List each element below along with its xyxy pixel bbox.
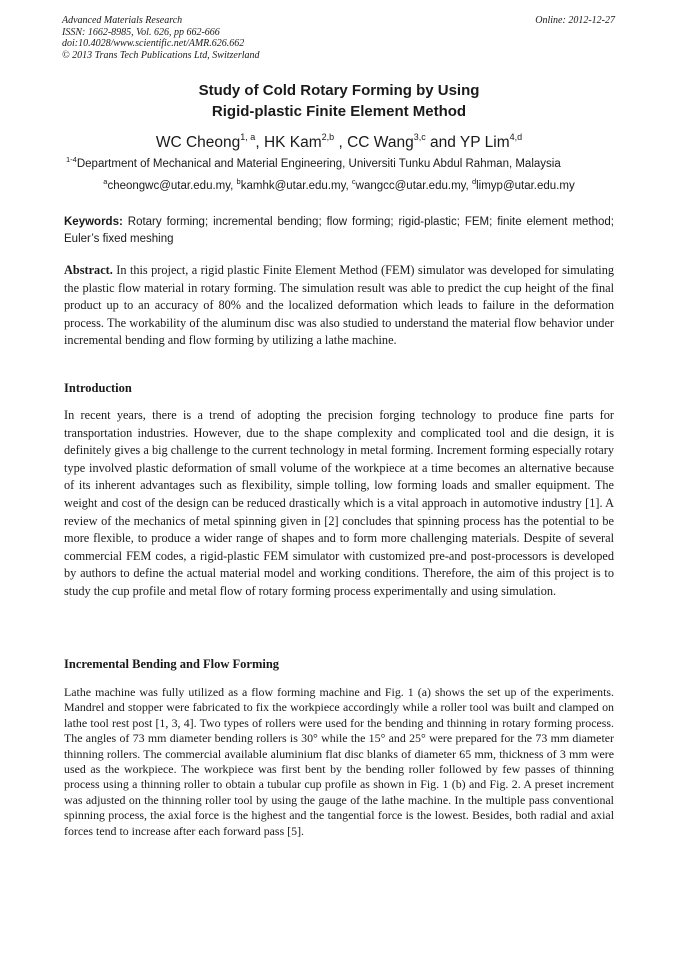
affiliation-text: Department of Mechanical and Material Engineering, Universiti Tunku Abdul Rahman, Malaysia: [76, 158, 561, 170]
flow-forming-paragraph: Lathe machine was fully utilized as a flow forming machine and Fig. 1 (a) shows the set up of the experiments. Mandrel and stopper were fabricated to fix the workpiece accordingly while a roller tool was built and clamped on lathe tool rest post [1, 3, 4]. Two types of rollers were used for the bending and thinning in rotary forming process. The angles of 73 mm diameter bending rollers is 30° while the 15° and 25° were prepared for the 73 mm diameter thinning rollers. The commercial available aluminium flat disc blanks of diameter 65 mm, thickness of 3 mm were used as the workpiece. The workpiece was first bent by the bending roller followed by few passes of thinning process using a thinning roller to obtain a tubular cup profile as shown in Fig. 1 (b) and Fig. 2. A preset increment was adjusted on the thinning roller tool by using the gauge of the lathe machine. In the multiple pass conventional spinning process, the axial force is the highest and the tangential force is the lowest. Besides, both radial and axial forces tend to increase after each forward pass [5].: [64, 685, 614, 838]
author-name: WC Cheong: [155, 134, 241, 151]
section-heading-introduction: Introduction: [64, 381, 132, 395]
issn-line: ISSN: 1662-8985, Vol. 626, pp 662-666: [62, 26, 220, 38]
abstract-label: Abstract.: [64, 263, 113, 277]
email-list: [0, 178, 678, 194]
email-address: cheongwc@utar.edu.my: [107, 180, 231, 192]
author-affiliation-mark: 2,b: [321, 132, 335, 142]
email-separator: ,: [465, 180, 472, 192]
journal-name: Advanced Materials Research: [62, 15, 183, 26]
introduction-paragraph: In recent years, there is a trend of adopting the precision forging technology to produce fine parts for transportation industries. However, due to the shape complexity and complicated tool and die design, it is definitely gives a big challenge to the current technology in metal forming. Increment forming especially rotary type involved plastic deformation of small volume of the workpiece at a time becomes an alternative because of its inherent advantages such as flexibility, simple tolling, low forming loads and smaller equipment. The weight and cost of the design can be reduced drastically which is a vital approach in automotive industry [1]. A review of the mechanics of metal spinning given in [2] concludes that spinning process has the potential to be more flexible, to produce a wider range of shapes and to form more challenging materials. Despite of several commercial FEM codes, a rigid-plastic FEM simulator with customized pre-and post-processors is developed by authors to define the actual material model and working conditions. Therefore, the aim of this project is to study the cup profile and metal flow of rotary forming process experimentally and using simulation.: [64, 408, 614, 598]
email-address: limyp@utar.edu.my: [476, 180, 575, 192]
author-affiliation-mark: 3,c: [413, 132, 426, 142]
copyright-line: © 2013 Trans Tech Publications Ltd, Switzerland: [62, 49, 260, 61]
online-date: Online: 2012-12-27: [535, 15, 615, 26]
email-separator: ,: [230, 180, 237, 192]
title-line-1: Study of Cold Rotary Forming by Using: [198, 82, 480, 99]
author-name: CC Wang: [347, 134, 414, 151]
abstract-text: In this project, a rigid plastic Finite Element Method (FEM) simulator was developed for simulating the plastic flow material in rotary forming. The simulation result was able to predict the cup height of the final product up to an accuracy of 80% and the localized deformation which leads to failure in the deformation process. The workability of the aluminum disc was also studied to understand the material flow behavior under incremental bending and flow forming by utilizing a lathe machine.: [64, 263, 614, 348]
author-affiliation-mark: 4,d: [509, 132, 523, 142]
author-separator: and: [425, 134, 460, 151]
email-mark: a: [103, 177, 108, 186]
email-address: kamhk@utar.edu.my: [240, 180, 346, 192]
author-name: HK Kam: [263, 134, 322, 151]
title-line-2: Rigid-plastic Finite Element Method: [211, 103, 467, 120]
author-name: YP Lim: [459, 134, 510, 151]
keywords-text: Rotary forming; incremental bending; flow forming; rigid-plastic; FEM; finite element method; Euler’s fixed meshing: [64, 216, 614, 245]
email-mark: d: [471, 177, 477, 186]
affiliation-mark: 1-4: [66, 155, 77, 164]
email-mark: c: [351, 177, 356, 186]
author-separator: ,: [334, 134, 348, 151]
author-affiliation-mark: 1, a: [240, 132, 256, 142]
doi-line: doi:10.4028/www.scientific.net/AMR.626.662: [62, 38, 245, 49]
paper-title: [0, 80, 678, 122]
email-separator: ,: [345, 180, 352, 192]
email-mark: b: [236, 177, 241, 186]
author-separator: ,: [255, 134, 264, 151]
email-address: wangcc@utar.edu.my: [355, 180, 466, 192]
journal-header: [62, 15, 260, 61]
keywords-label: Keywords:: [64, 216, 123, 228]
keywords: [64, 214, 614, 248]
author-list: [0, 133, 678, 153]
section-heading-flow-forming: Incremental Bending and Flow Forming: [64, 657, 280, 671]
abstract: [64, 262, 614, 350]
affiliation: [66, 156, 561, 172]
